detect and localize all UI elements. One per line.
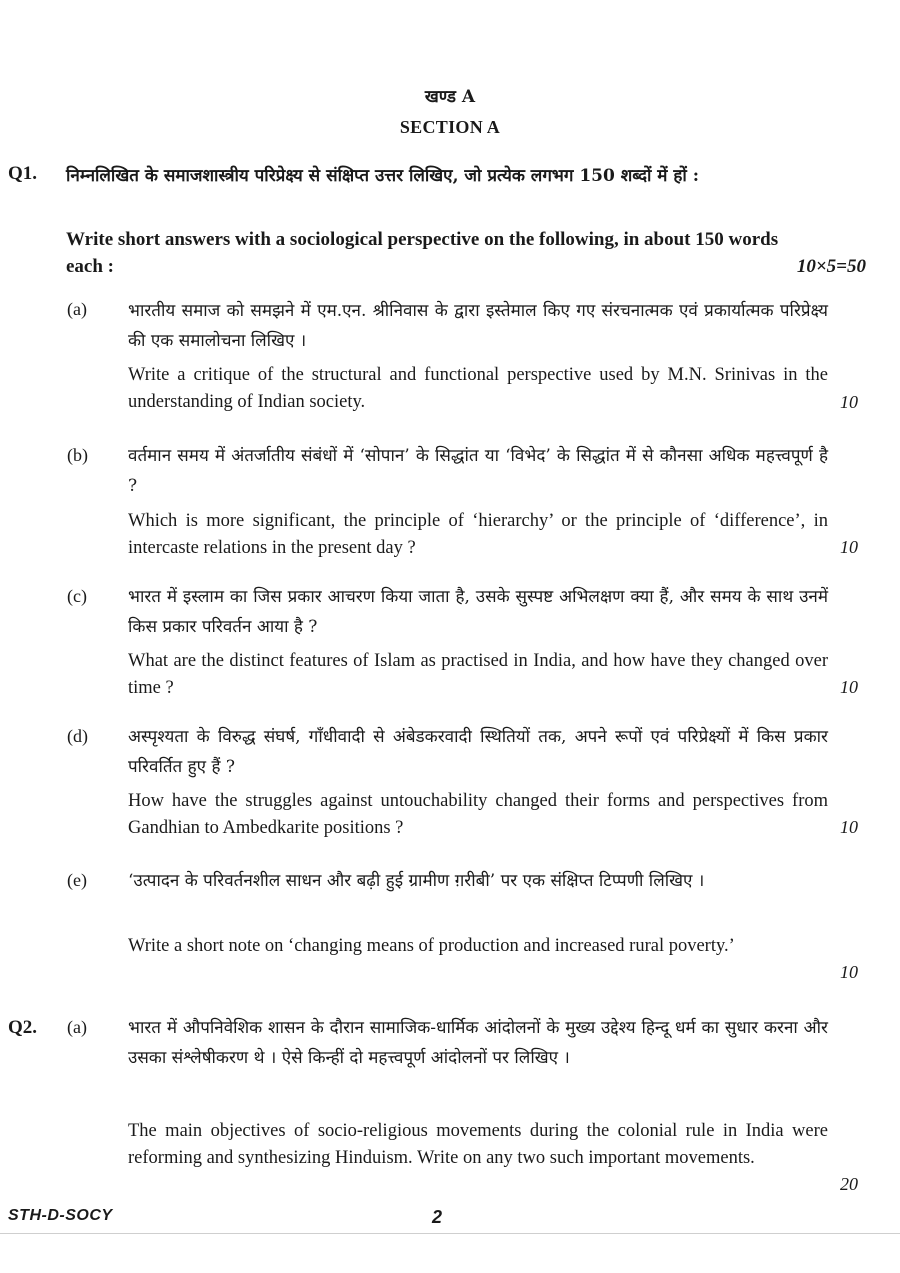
part-label: (c) <box>67 586 87 606</box>
question-1-instruction-hindi: निम्नलिखित के समाजशास्त्रीय परिप्रेक्ष्य से संक्षिप्त उत्तर लिखिए, जो प्रत्येक लगभग 150 शब्दों में हों : <box>66 166 700 186</box>
q2-part-a-english: The main objectives of socio-religious movements during the colonial rule in India were reforming and synthesizing Hinduism. Write on any two such important movements. <box>128 1121 828 1168</box>
part-c-hindi: भारत में इस्लाम का जिस प्रकार आचरण किया जाता है, उसके सुस्पष्ट अभिलक्षण क्या हैं, और समय के साथ उनमें किस प्रकार परिवर्तन आया है ? <box>128 587 828 637</box>
question-1-number: Q1. <box>8 163 38 184</box>
question-1-instruction-english-text: Write short answers with a sociological perspective on the following, in about 150 words each : <box>66 229 779 277</box>
part-e-hindi: ‘उत्पादन के परिवर्तनशील साधन और बढ़ी हुई ग्रामीण ग़रीबी’ पर एक संक्षिप्त टिप्पणी लिखिए । <box>128 871 705 891</box>
part-b-english: Which is more significant, the principle of ‘hierarchy’ or the principle of ‘difference’, in intercaste relations in the present day ? <box>128 511 828 558</box>
part-label: (a) <box>67 1017 87 1037</box>
part-b-marks: 10 <box>840 537 858 557</box>
part-c-marks: 10 <box>840 677 858 697</box>
part-d-hindi: अस्पृश्यता के विरुद्ध संघर्ष, गाँधीवादी से अंबेडकरवादी स्थितियों तक, अपने रूपों एवं परिप्रेक्ष्यों में किस प्रकार परिवर्तित हुए हैं ? <box>128 727 828 777</box>
q2-part-a-hindi: भारत में औपनिवेशिक शासन के दौरान सामाजिक-धार्मिक आंदोलनों के मुख्य उद्देश्य हिन्दू धर्म का सुधार करना और उसका संश्लेषीकरण थे । ऐसे किन्हीं दो महत्त्वपूर्ण आंदोलनों पर लिखिए । <box>128 1018 828 1068</box>
question-1-instruction-english <box>66 226 866 280</box>
part-d-marks: 10 <box>840 817 858 837</box>
part-label: (b) <box>67 445 88 465</box>
question-2-number: Q2. <box>8 1017 38 1038</box>
part-e-marks: 10 <box>840 962 858 982</box>
part-label: (d) <box>67 726 88 746</box>
page-number: 2 <box>432 1207 443 1227</box>
part-c-english: What are the distinct features of Islam as practised in India, and how have they changed over time ? <box>128 651 828 698</box>
bottom-rule <box>0 1233 900 1234</box>
part-a-hindi: भारतीय समाज को समझने में एम.एन. श्रीनिवास के द्वारा इस्तेमाल किए गए संरचनात्मक एवं प्रकार्यात्मक परिप्रेक्ष्य की एक समालोचना लिखिए । <box>128 301 828 351</box>
paper-code: STH-D-SOCY <box>8 1207 113 1224</box>
part-b-hindi: वर्तमान समय में अंतर्जातीय संबंधों में ‘सोपान’ के सिद्धांत या ‘विभेद’ के सिद्धांत में से कौनसा अधिक महत्त्वपूर्ण है ? <box>128 446 828 496</box>
part-d-english: How have the struggles against untouchability changed their forms and perspectives from Gandhian to Ambedkarite positions ? <box>128 791 828 838</box>
part-a-english: Write a critique of the structural and functional perspective used by M.N. Srinivas in the understanding of Indian society. <box>128 365 828 412</box>
section-heading-hindi: खण्ड A <box>424 87 476 107</box>
part-label: (e) <box>67 870 87 890</box>
part-label: (a) <box>67 299 87 319</box>
part-a-marks: 10 <box>840 392 858 412</box>
question-1-marks: 10×5=50 <box>796 256 866 277</box>
part-e-english: Write a short note on ‘changing means of production and increased rural poverty.’ <box>128 936 735 956</box>
section-heading-english: SECTION A <box>399 117 501 137</box>
q2-part-a-marks: 20 <box>840 1174 858 1194</box>
